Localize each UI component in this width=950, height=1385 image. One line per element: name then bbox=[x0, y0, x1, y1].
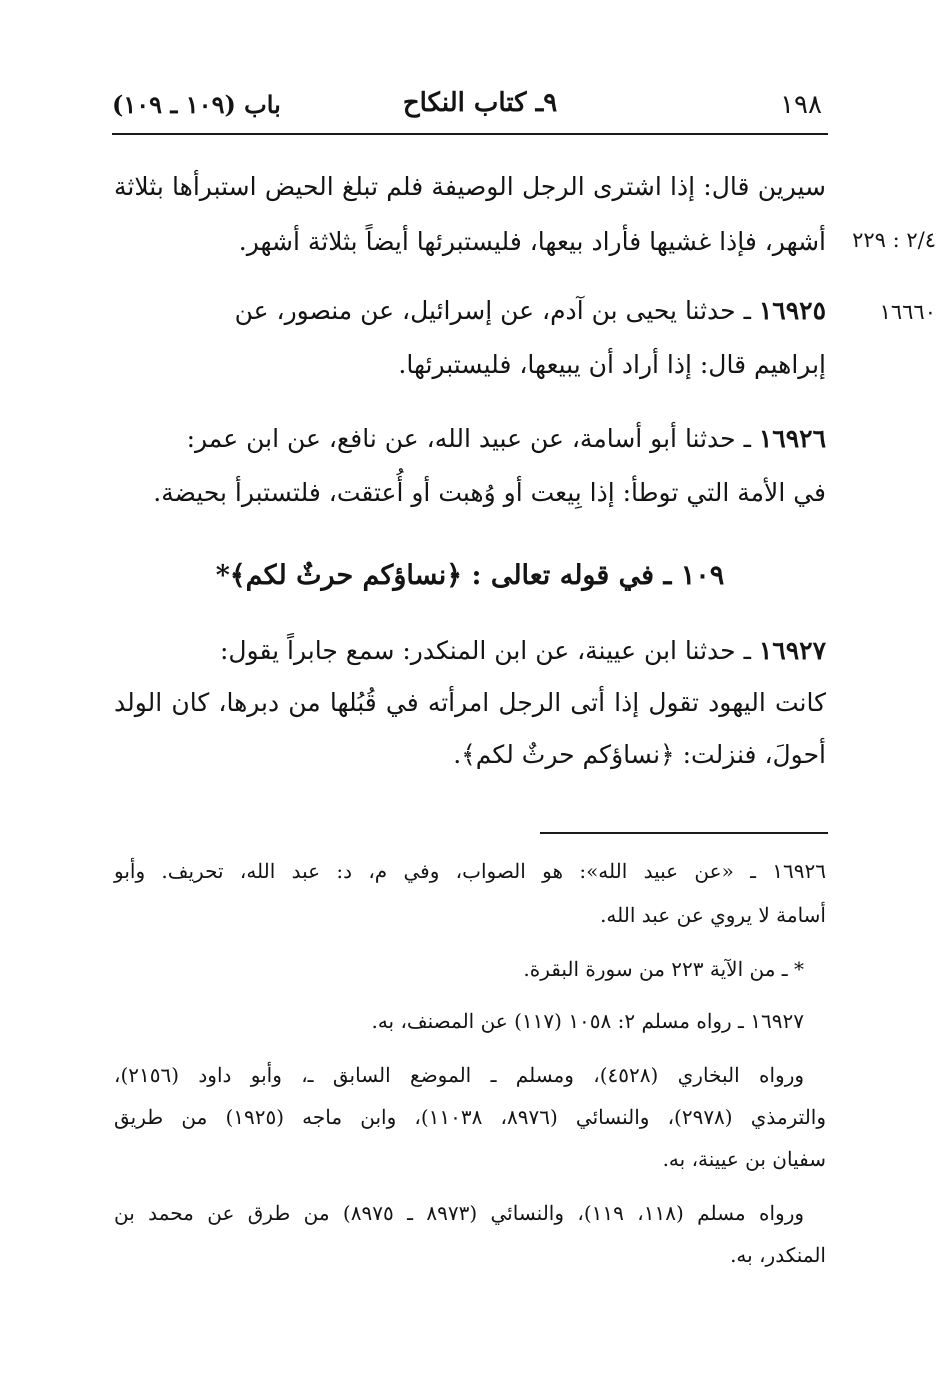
hadith-number: ١٦٩٢٦ bbox=[758, 424, 826, 453]
hadith-number: ١٦٩٢٥ bbox=[758, 296, 826, 325]
hadith-text: ـ حدثنا يحيى بن آدم، عن إسرائيل، عن منصور، عن bbox=[234, 296, 759, 325]
footnote-line: ١٦٩٢٦ ـ «عن عبيد الله»: هو الصواب، وفي م، د: عبد الله، تحريف. وأبو bbox=[114, 859, 826, 883]
footnote-line: ورواه البخاري (٤٥٢٨)، ومسلم ـ الموضع السابق ـ، وأبو داود (٢١٥٦)، bbox=[114, 1063, 805, 1087]
footnote-line: المنكدر، به. bbox=[730, 1243, 826, 1267]
margin-reference: ١٦٦٦٠ bbox=[879, 300, 936, 324]
footnote-line: ١٦٩٢٧ ـ رواه مسلم ٢: ١٠٥٨ (١١٧) عن المصنف، به. bbox=[371, 1009, 804, 1033]
book-title: ٩ـ كتاب النكاح bbox=[402, 88, 558, 118]
hadith-line bbox=[114, 636, 826, 666]
hadith-text: ـ حدثنا ابن عيينة، عن ابن المنكدر: سمع جابراً يقول: bbox=[219, 636, 759, 665]
page-number: ١٩٨ bbox=[780, 90, 822, 120]
body-line: في الأمة التي توطأ: إذا بِيعت أو وُهبت أو أُعتقت، فلتستبرأ بحيضة. bbox=[153, 478, 826, 507]
hadith-line bbox=[114, 296, 826, 326]
hadith-number: ١٦٩٢٧ bbox=[758, 636, 826, 665]
body-line: إبراهيم قال: إذا أراد أن يبيعها، فليستبرئها. bbox=[398, 350, 826, 379]
footnote-line: سفيان بن عيينة، به. bbox=[662, 1147, 826, 1171]
body-line: أحولَ، فنزلت: ﴿نساؤكم حرثٌ لكم﴾. bbox=[453, 740, 826, 769]
body-line: كانت اليهود تقول إذا أتى الرجل امرأته في قُبُلها من دبرها، كان الولد bbox=[114, 688, 826, 717]
body-line: سيرين قال: إذا اشترى الرجل الوصيفة فلم تبلغ الحيض استبرأها بثلاثة bbox=[114, 172, 826, 201]
footnote-line: أسامة لا يروي عن عبد الله. bbox=[600, 903, 826, 927]
hadith-line bbox=[114, 424, 826, 454]
header-divider bbox=[112, 133, 828, 135]
footnote-line: * ـ من الآية ٢٢٣ من سورة البقرة. bbox=[523, 957, 804, 981]
section-heading: ١٠٩ ـ في قوله تعالى : ﴿نساؤكم حرثٌ لكم﴾* bbox=[215, 560, 725, 591]
footnote-divider bbox=[540, 832, 828, 834]
body-line: أشهر، فإذا غشيها فأراد بيعها، فليستبرئها أيضاً بثلاثة أشهر. bbox=[238, 227, 826, 256]
chapter-range: باب (١٠٩ ـ ١٠٩) bbox=[112, 90, 281, 119]
margin-reference: ٢/٤ : ٢٢٩ bbox=[852, 228, 936, 252]
footnote-line: والترمذي (٢٩٧٨)، والنسائي (٨٩٧٦، ١١٠٣٨)، وابن ماجه (١٩٢٥) من طريق bbox=[114, 1105, 826, 1129]
hadith-text: ـ حدثنا أبو أسامة، عن عبيد الله، عن نافع، عن ابن عمر: bbox=[186, 424, 759, 453]
footnote-line: ورواه مسلم (١١٨، ١١٩)، والنسائي (٨٩٧٣ ـ ٨٩٧٥) من طرق عن محمد بن bbox=[114, 1201, 805, 1225]
